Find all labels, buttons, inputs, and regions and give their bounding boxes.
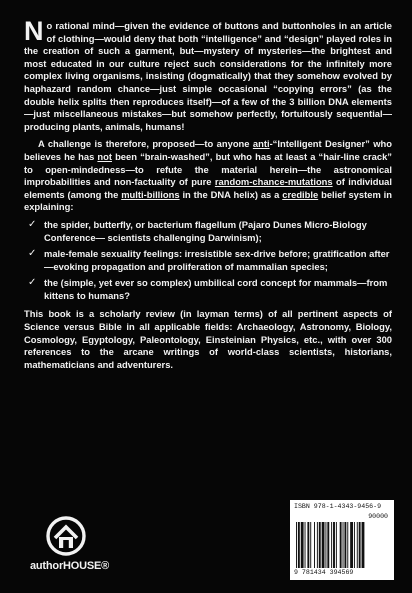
- price-code: 90000: [368, 513, 388, 520]
- challenge-text-1: A challenge is therefore, proposed—to anyone: [38, 138, 253, 150]
- barcode-bar: [359, 522, 361, 568]
- checklist-item-text: the (simple, yet ever so complex) umbilical cord concept for mammals—from kittens to humans?: [44, 277, 388, 301]
- challenge-text-3: been “brain-washed”, but who has at least a “hair-line crack” to open-mindedness—to refute the material herein—the astronomical improbabilities and non-factuality of pure: [24, 150, 392, 188]
- challenge-underline-anti: anti: [252, 138, 270, 150]
- barcode-bar: [362, 522, 365, 568]
- challenge-underline-mutations: random-chance-mutations: [214, 176, 333, 188]
- checklist-item: [24, 248, 392, 273]
- challenge-underline-credible: credible: [282, 188, 319, 200]
- barcode-bar: [333, 522, 335, 568]
- barcode-bar: [336, 522, 337, 568]
- publisher-logo: [30, 516, 110, 576]
- isbn-label: ISBN 978-1-4343-9456-9: [294, 503, 382, 510]
- challenge-text-6: belief system in explaining:: [24, 188, 392, 213]
- barcode-bar: [310, 522, 311, 568]
- barcode-bar: [343, 522, 344, 568]
- barcode-bar: [317, 522, 318, 568]
- intro-text: o rational mind—given the evidence of buttons and buttonholes in an article of clothing—would deny that both “intelligence” and “design” played roles in the creation of such a garment, but—mystery of mysteries—the brightest and most educated in our culture reject such considerations for the infinitely more complex living organisms, insisting (dogmatically) that they somehow evolved by haphazard random chance—just simple occasional “copying errors” (as the double helix splits then reproduces itself)—of a few of the 3 billion DNA elements—just miscellaneous mistakes—but somehow perfectly, fortuitously sequential—producing plants, animals, humans!: [24, 20, 392, 132]
- checklist-item: [24, 277, 392, 302]
- barcode-bar: [325, 522, 326, 568]
- checkmark-icon: ✓: [28, 277, 37, 289]
- challenge-checklist: [24, 219, 392, 303]
- isbn-barcode: [290, 500, 394, 580]
- drop-cap: N: [24, 16, 44, 46]
- challenge-paragraph: [24, 138, 392, 214]
- challenge-underline-multibillions: multi-billions: [121, 188, 180, 200]
- intro-paragraph: [24, 16, 392, 133]
- barcode-bar: [296, 522, 297, 568]
- barcode-bar: [340, 522, 342, 568]
- authorhouse-logo-icon: [46, 516, 86, 556]
- challenge-text-2: -“Intelligent Designer” who believes he has: [24, 138, 392, 162]
- challenge-underline-not: not: [97, 150, 112, 162]
- barcode-bar: [314, 522, 315, 568]
- barcode-bar: [307, 522, 309, 568]
- barcode-bar: [357, 522, 358, 568]
- barcode-bar: [301, 522, 304, 568]
- barcode-bar: [347, 522, 348, 568]
- checkmark-icon: ✓: [28, 248, 37, 260]
- barcode-bar: [344, 522, 346, 568]
- checklist-item-text: the spider, butterfly, or bacterium flagellum (Pajaro Dunes Micro-Biology Conference— scientists challenging Darwinism);: [44, 218, 367, 243]
- challenge-text-5: in the DNA helix) as a: [179, 188, 283, 200]
- back-cover-text: [24, 16, 392, 376]
- checklist-item-text: male-female sexuality feelings: irresistible sex-drive before; gratification after—evoking propagation and proliferation of mammalian species;: [44, 248, 390, 272]
- barcode-bar: [298, 522, 300, 568]
- ean-digits: 9 781434 394569: [294, 569, 354, 576]
- barcode-bar: [319, 522, 321, 568]
- publisher-name: authorHOUSE®: [30, 560, 110, 572]
- summary-paragraph: This book is a scholarly review (in layman terms) of all pertinent aspects of Science versus Bible in all applicable fields: Archaeology, Astronomy, Biology, Cosmology, Egyptology, Paleontology, Einsteinian Physics, etc., with over 300 references to the arcane writings of world-class scientists, historians, mathematicians and adventurers.: [24, 308, 392, 370]
- barcode-bar: [322, 522, 325, 568]
- barcode-bars: [294, 522, 390, 568]
- checkmark-icon: ✓: [28, 218, 37, 230]
- barcode-bar: [331, 522, 332, 568]
- challenge-text-4: of individual elements (among the: [24, 176, 392, 200]
- barcode-bar: [350, 522, 353, 568]
- barcode-bar: [354, 522, 355, 568]
- barcode-bar: [305, 522, 306, 568]
- barcode-bar: [327, 522, 329, 568]
- checklist-item: [24, 219, 392, 244]
